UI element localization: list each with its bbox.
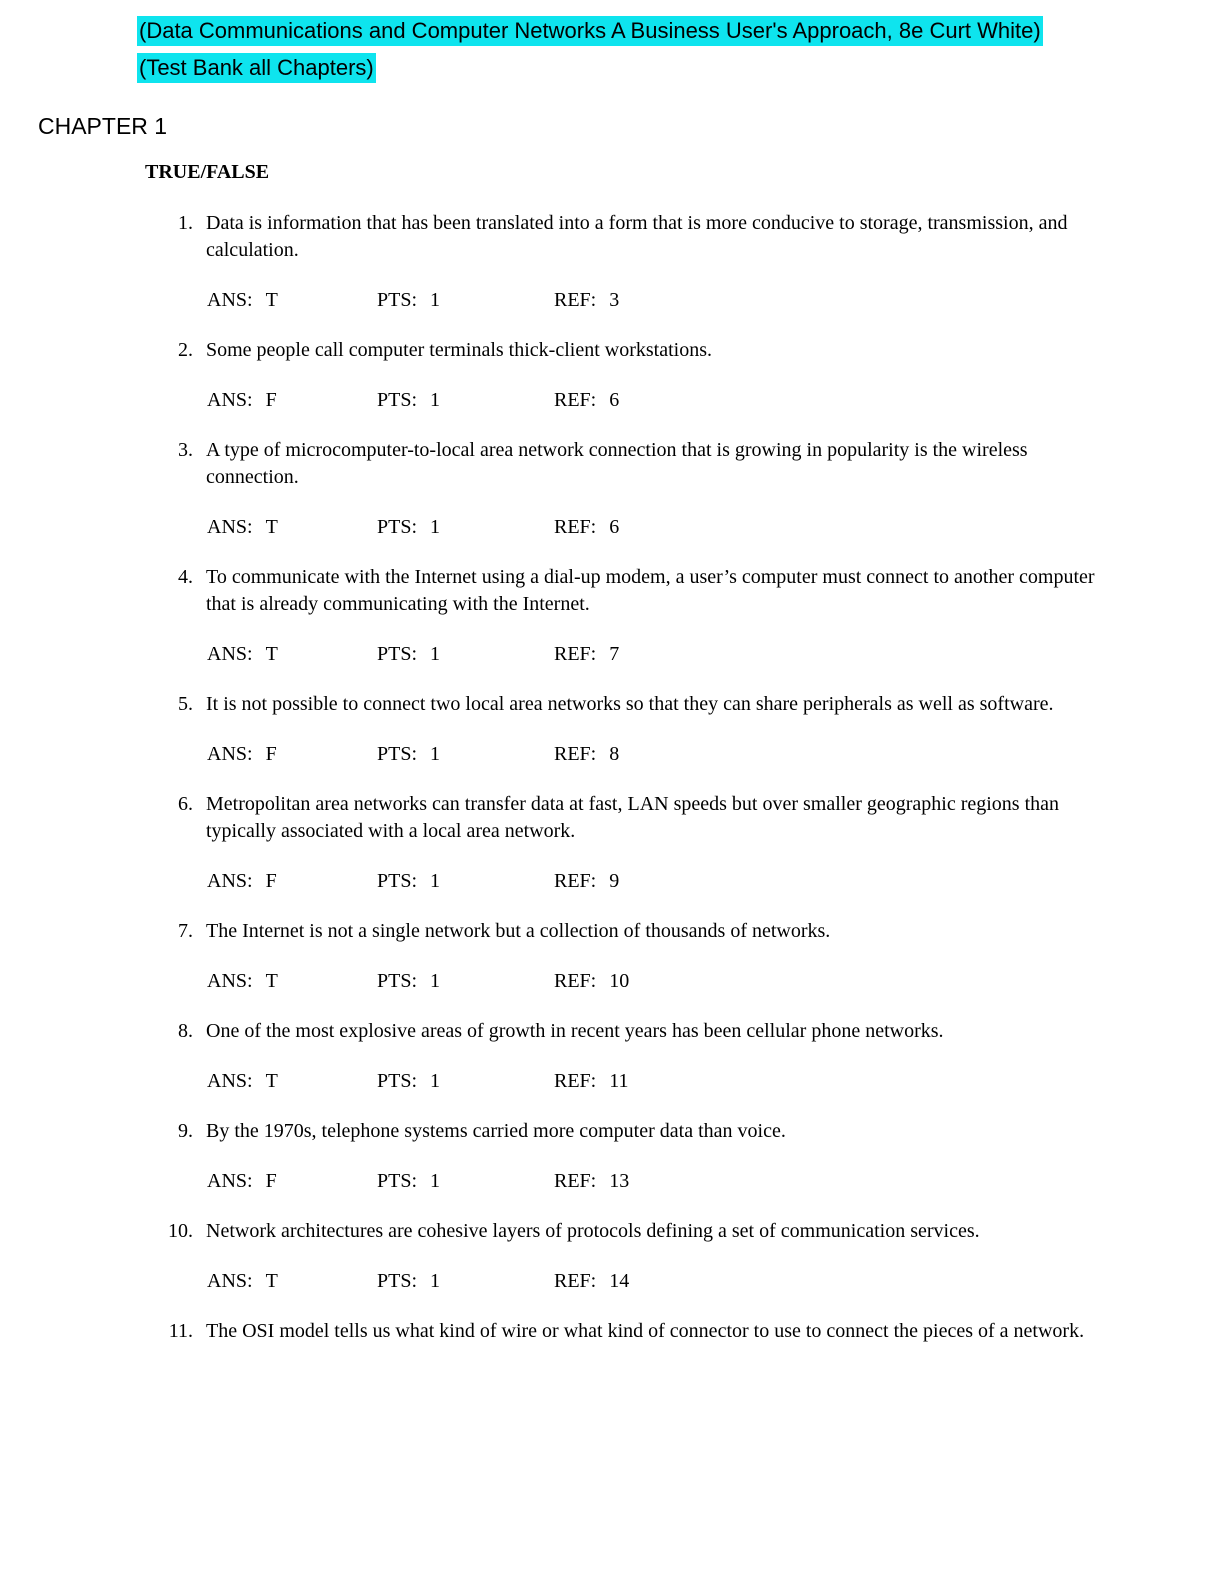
pts-value: 1 <box>430 1270 441 1292</box>
question-row <box>0 437 1224 491</box>
pts-value: 1 <box>430 1170 441 1192</box>
pts-label: PTS: <box>377 1170 418 1192</box>
pts-label: PTS: <box>377 870 418 892</box>
ref-value: 6 <box>609 389 620 411</box>
ref-value: 10 <box>609 970 630 992</box>
ref-label: REF: <box>554 970 597 992</box>
question-number: 7. <box>178 920 193 942</box>
answer-group-pts <box>377 968 549 995</box>
answer-group-ref <box>554 968 629 995</box>
pts-value: 1 <box>430 643 441 665</box>
ref-label: REF: <box>554 1070 597 1092</box>
question-text: To communicate with the Internet using a dial-up modem, a user’s computer must connect to another computer that is already communicating with the Internet. <box>206 566 1095 615</box>
ans-label: ANS: <box>207 389 253 411</box>
pts-value: 1 <box>430 516 441 538</box>
question-block <box>0 1218 1224 1295</box>
question-row <box>0 791 1224 845</box>
ans-label: ANS: <box>207 516 253 538</box>
answer-group-pts <box>377 741 549 768</box>
ref-label: REF: <box>554 870 597 892</box>
question-text: By the 1970s, telephone systems carried more computer data than voice. <box>206 1120 786 1142</box>
answer-group-ans <box>207 1268 372 1295</box>
ans-value: T <box>265 289 278 311</box>
question-list <box>0 210 1224 1345</box>
answer-group-ref <box>554 641 619 668</box>
answer-row <box>207 387 1224 414</box>
ref-value: 11 <box>609 1070 629 1092</box>
pts-label: PTS: <box>377 1270 418 1292</box>
question-text: The Internet is not a single network but a collection of thousands of networks. <box>206 920 831 942</box>
ref-label: REF: <box>554 516 597 538</box>
ref-label: REF: <box>554 643 597 665</box>
question-row <box>0 918 1224 945</box>
question-number: 10. <box>168 1220 193 1242</box>
question-block <box>0 337 1224 414</box>
answer-group-ref <box>554 514 619 541</box>
answer-group-ref <box>554 1268 629 1295</box>
question-row <box>0 564 1224 618</box>
header-line-2 <box>137 53 1224 83</box>
question-row <box>0 691 1224 718</box>
ans-value: T <box>265 643 278 665</box>
ans-label: ANS: <box>207 1070 253 1092</box>
ref-value: 13 <box>609 1170 630 1192</box>
ref-value: 8 <box>609 743 620 765</box>
pts-label: PTS: <box>377 289 418 311</box>
question-text: One of the most explosive areas of growth in recent years has been cellular phone networks. <box>206 1020 944 1042</box>
header-title-line2: (Test Bank all Chapters) <box>137 53 376 83</box>
ref-value: 14 <box>609 1270 630 1292</box>
question-block <box>0 437 1224 541</box>
ans-value: T <box>265 1270 278 1292</box>
section-title: TRUE/FALSE <box>145 161 270 183</box>
question-number: 2. <box>178 339 193 361</box>
answer-group-pts <box>377 387 549 414</box>
answer-group-ref <box>554 387 619 414</box>
ref-value: 3 <box>609 289 620 311</box>
answer-group-pts <box>377 641 549 668</box>
question-number: 11. <box>168 1320 193 1342</box>
question-text: A type of microcomputer-to-local area network connection that is growing in popularity is the wireless connection. <box>206 439 1028 488</box>
pts-label: PTS: <box>377 389 418 411</box>
ref-label: REF: <box>554 1270 597 1292</box>
chapter-title: CHAPTER 1 <box>38 113 168 139</box>
answer-group-ans <box>207 968 372 995</box>
answer-group-pts <box>377 1168 549 1195</box>
answer-group-ref <box>554 1168 629 1195</box>
answer-group-ref <box>554 868 619 895</box>
question-number: 9. <box>178 1120 193 1142</box>
ans-value: F <box>265 1170 277 1192</box>
question-block <box>0 564 1224 668</box>
ans-value: T <box>265 1070 278 1092</box>
answer-row <box>207 641 1224 668</box>
answer-group-pts <box>377 868 549 895</box>
question-row <box>0 1318 1224 1345</box>
pts-label: PTS: <box>377 643 418 665</box>
answer-group-ref <box>554 1068 629 1095</box>
answer-group-ans <box>207 387 372 414</box>
question-row <box>0 210 1224 264</box>
ref-value: 7 <box>609 643 620 665</box>
question-block <box>0 1318 1224 1345</box>
question-block <box>0 210 1224 314</box>
question-text: Metropolitan area networks can transfer data at fast, LAN speeds but over smaller geographic regions than typically associated with a local area network. <box>206 793 1060 842</box>
ref-value: 6 <box>609 516 620 538</box>
question-number: 1. <box>178 212 193 234</box>
question-number: 6. <box>178 793 193 815</box>
answer-row <box>207 514 1224 541</box>
question-number: 5. <box>178 693 193 715</box>
ref-label: REF: <box>554 743 597 765</box>
answer-row <box>207 1268 1224 1295</box>
ans-label: ANS: <box>207 870 253 892</box>
answer-row <box>207 741 1224 768</box>
answer-group-ans <box>207 741 372 768</box>
question-row <box>0 1118 1224 1145</box>
pts-label: PTS: <box>377 1070 418 1092</box>
question-row <box>0 1218 1224 1245</box>
header-line-1 <box>137 16 1224 46</box>
answer-group-ans <box>207 1068 372 1095</box>
question-number: 4. <box>178 566 193 588</box>
question-number: 8. <box>178 1020 193 1042</box>
ref-label: REF: <box>554 389 597 411</box>
question-text: It is not possible to connect two local area networks so that they can share peripherals as well as software. <box>206 693 1054 715</box>
question-text: Some people call computer terminals thick-client workstations. <box>206 339 712 361</box>
answer-row <box>207 868 1224 895</box>
ans-label: ANS: <box>207 743 253 765</box>
pts-value: 1 <box>430 1070 441 1092</box>
ans-label: ANS: <box>207 643 253 665</box>
ans-value: F <box>265 743 277 765</box>
question-row <box>0 1018 1224 1045</box>
ref-label: REF: <box>554 289 597 311</box>
question-block <box>0 918 1224 995</box>
answer-group-ans <box>207 1168 372 1195</box>
ans-value: T <box>265 516 278 538</box>
ans-label: ANS: <box>207 1270 253 1292</box>
answer-group-ref <box>554 287 619 314</box>
answer-group-ans <box>207 514 372 541</box>
pts-value: 1 <box>430 870 441 892</box>
question-text: Data is information that has been translated into a form that is more conducive to storage, transmission, and calculation. <box>206 212 1068 261</box>
pts-label: PTS: <box>377 516 418 538</box>
question-block <box>0 1118 1224 1195</box>
pts-value: 1 <box>430 970 441 992</box>
question-block <box>0 791 1224 895</box>
ans-label: ANS: <box>207 1170 253 1192</box>
ans-label: ANS: <box>207 289 253 311</box>
answer-group-pts <box>377 1268 549 1295</box>
pts-label: PTS: <box>377 743 418 765</box>
ans-value: F <box>265 389 277 411</box>
answer-row <box>207 1168 1224 1195</box>
answer-group-pts <box>377 287 549 314</box>
document-header <box>137 0 1224 83</box>
ans-value: F <box>265 870 277 892</box>
pts-value: 1 <box>430 289 441 311</box>
pts-value: 1 <box>430 389 441 411</box>
answer-row <box>207 968 1224 995</box>
question-row <box>0 337 1224 364</box>
answer-row <box>207 287 1224 314</box>
ref-label: REF: <box>554 1170 597 1192</box>
question-number: 3. <box>178 439 193 461</box>
pts-value: 1 <box>430 743 441 765</box>
question-text: Network architectures are cohesive layers of protocols defining a set of communication services. <box>206 1220 980 1242</box>
pts-label: PTS: <box>377 970 418 992</box>
answer-group-ans <box>207 868 372 895</box>
answer-group-ref <box>554 741 619 768</box>
header-title-line1: (Data Communications and Computer Networks A Business User's Approach, 8e Curt White) <box>137 16 1043 46</box>
answer-group-pts <box>377 514 549 541</box>
ans-value: T <box>265 970 278 992</box>
answer-group-pts <box>377 1068 549 1095</box>
answer-group-ans <box>207 287 372 314</box>
answer-row <box>207 1068 1224 1095</box>
answer-group-ans <box>207 641 372 668</box>
question-text: The OSI model tells us what kind of wire or what kind of connector to use to connect the pieces of a network. <box>206 1320 1085 1342</box>
ref-value: 9 <box>609 870 620 892</box>
ans-label: ANS: <box>207 970 253 992</box>
question-block <box>0 691 1224 768</box>
question-block <box>0 1018 1224 1095</box>
